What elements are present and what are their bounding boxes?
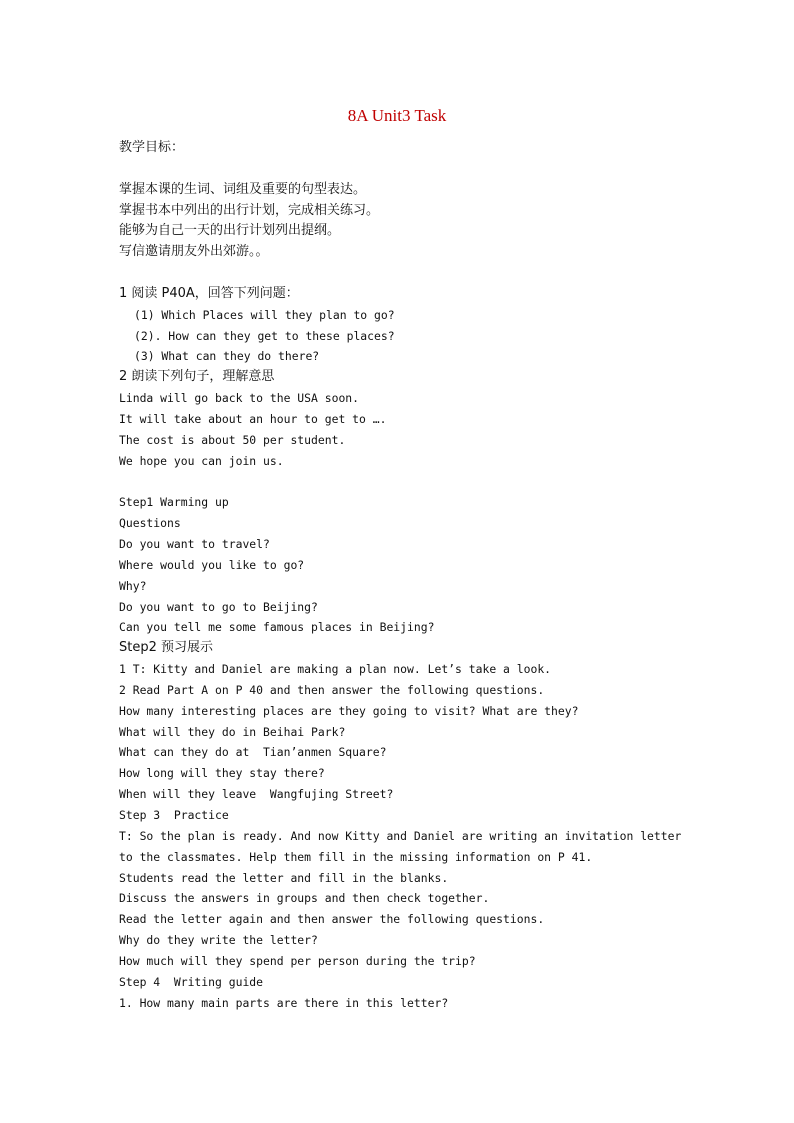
text-line: Students read the letter and fill in the blanks. (119, 870, 449, 885)
objective-item: 掌握书本中列出的出行计划，完成相关练习。 (119, 202, 380, 218)
preview-question: (2). How can they get to these places? (134, 328, 395, 343)
text-line: 1 T: Kitty and Daniel are making a plan now. Let’s take a look. (119, 662, 552, 677)
step-heading: Step1 Warming up (119, 495, 229, 510)
objective-item: 能够为自己一天的出行计划列出提纲。 (119, 223, 341, 239)
text-line: Where would you like to go? (119, 557, 305, 572)
text-line: Do you want to go to Beijing? (119, 599, 318, 614)
text-line: What can they do at Tian’anmen Square? (119, 745, 387, 760)
blank-line (119, 159, 719, 180)
text-line: When will they leave Wangfujing Street? (119, 787, 394, 802)
document-body (119, 138, 719, 1013)
reading-sentence: Linda will go back to the USA soon. (119, 391, 360, 406)
text-line: Discuss the answers in groups and then check together. (119, 891, 490, 906)
text-line: Why? (119, 578, 147, 593)
reading-sentence: We hope you can join us. (119, 453, 284, 468)
text-line: How long will they stay there? (119, 766, 325, 781)
text-line: to the classmates. Help them fill in the missing information on P 41. (119, 849, 593, 864)
text-line: Questions (119, 516, 181, 531)
preview-question: (3) What can they do there? (134, 349, 320, 364)
text-line: How much will they spend per person during the trip? (119, 953, 476, 968)
text-line: 2 Read Part A on P 40 and then answer the following questions. (119, 682, 545, 697)
preview-question: (1) Which Places will they plan to go? (134, 307, 395, 322)
page-title: 8A Unit3 Task (347, 106, 447, 125)
reading-task-heading: 2 朗读下列句子，理解意思 (119, 369, 275, 385)
preview-task-heading: 1 阅读 P40A，回答下列问题： (119, 285, 299, 301)
text-line: Read the letter again and then answer the following questions. (119, 912, 545, 927)
blank-line (119, 472, 719, 493)
objective-item: 掌握本课的生词、词组及重要的句型表达。 (119, 181, 367, 197)
text-line: Do you want to travel? (119, 537, 270, 552)
step-heading: Step 3 Practice (119, 808, 229, 822)
reading-sentence: The cost is about 50 per student. (119, 432, 346, 447)
text-line: How many interesting places are they going to visit? What are they? (119, 703, 579, 718)
step-heading: Step 4 Writing guide (119, 974, 264, 989)
text-line: Can you tell me some famous places in Beijing? (119, 620, 435, 635)
blank-line (119, 263, 719, 284)
reading-sentence: It will take about an hour to get to …. (119, 411, 387, 426)
objectives-heading: 教学目标： (119, 140, 185, 155)
objective-item: 写信邀请朋友外出郊游。。 (119, 244, 269, 260)
text-line: 1. How many main parts are there in this letter? (119, 995, 449, 1010)
text-line: Why do they write the letter? (119, 933, 318, 948)
text-line: T: So the plan is ready. And now Kitty and Daniel are writing an invitation letter (119, 828, 682, 843)
text-line: What will they do in Beihai Park? (119, 724, 346, 739)
step-heading: Step2 预习展示 (119, 640, 214, 656)
